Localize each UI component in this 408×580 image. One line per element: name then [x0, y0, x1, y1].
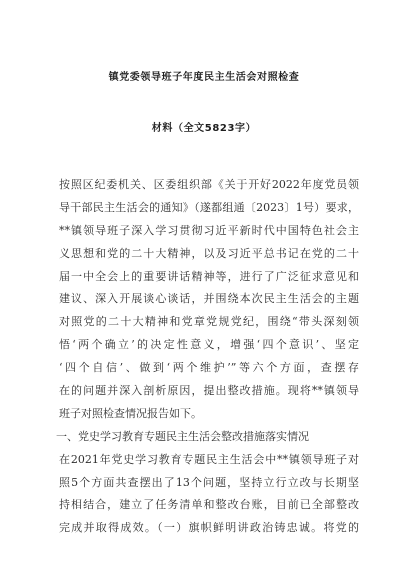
document-title-line-1: 镇党委领导班子年度民主生活会对照检查 — [108, 72, 300, 83]
body-line: 义思想和党的二十大精神，以及习近平总书记在党的二十 — [59, 246, 359, 260]
body-line: ‘四个自信’、做到‘两个维护’”等六个方面，查摆存 — [59, 361, 359, 375]
body-line: 导干部民主生活会的通知》（遂都组通〔2023〕1号）要求， — [59, 200, 359, 214]
body-line: 悟‘两个确立’的决定性意义，增强‘四个意识’、坚定 — [59, 338, 359, 352]
body-line: 完成并取得成效。（一）旗帜鲜明讲政治铸忠诚。将党的 — [59, 521, 359, 535]
section-heading: 一、党史学习教育专题民主生活会整改措施落实情况 — [56, 429, 309, 443]
body-line: 持相结合，建立了任务清单和整改台账，目前已全部整改 — [59, 498, 359, 512]
body-line: 建议、深入开展谈心谈话，并围绕本次民主生活会的主题 — [59, 292, 359, 306]
body-line: 届一中全会上的重要讲话精神等，进行了广泛征求意见和 — [59, 269, 359, 283]
body-line: 照5个方面共查摆出了13个问题，坚持立行立改与长期坚 — [59, 475, 359, 489]
body-line: **镇领导班子深入学习贯彻习近平新时代中国特色社会主 — [59, 223, 359, 237]
body-line: 班子对照检查情况报告如下。 — [59, 406, 202, 420]
body-line: 对照党的二十大精神和党章党规党纪，围绕“带头深刻领 — [59, 315, 359, 329]
body-line: 在2021年党史学习教育专题民主生活会中**镇领导班子对 — [59, 452, 359, 466]
body-line: 在的问题并深入剖析原因，提出整改措施。现将**镇领导 — [59, 384, 359, 398]
body-line: 按照区纪委机关、区委组织部《关于开好2022年度党员领 — [59, 178, 359, 191]
document-body — [56, 174, 359, 540]
document-title-line-2: 材料（全文5823字） — [151, 123, 257, 134]
